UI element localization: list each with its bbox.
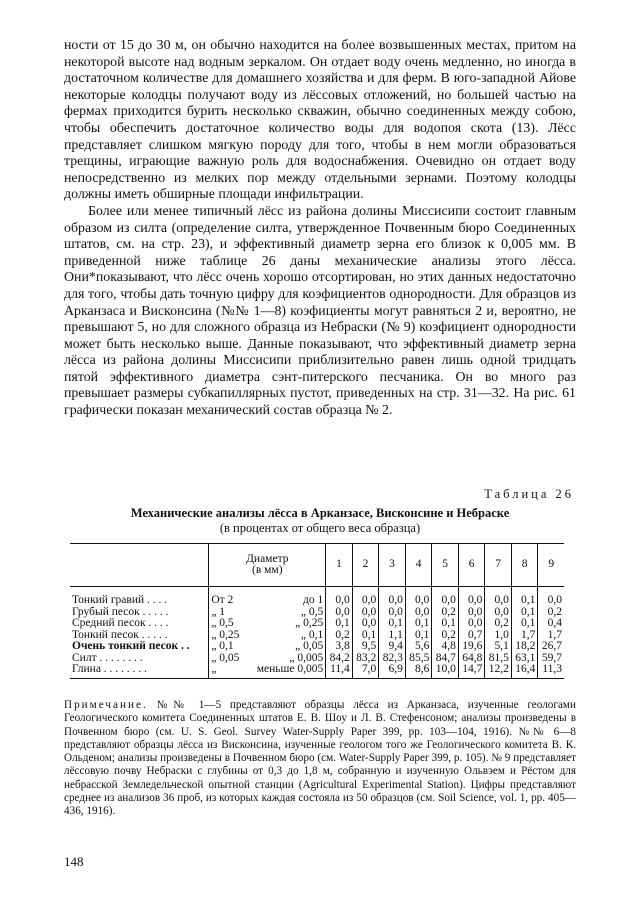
- diameter-from: „: [209, 664, 255, 678]
- header-diameter-unit: (в мм): [252, 564, 283, 576]
- percent-value: 81,5: [485, 653, 512, 665]
- diameter-to: „ 0,25: [295, 617, 324, 629]
- percent-value: 63,1: [511, 653, 538, 665]
- percent-value: 82,3: [379, 653, 406, 665]
- header-sample-number: 3: [379, 544, 406, 587]
- diameter-from: „ 1: [209, 607, 255, 619]
- percent-value: 0,1: [511, 595, 538, 607]
- percent-value: 16,4: [511, 664, 538, 678]
- header-diameter-label: Диаметр: [246, 552, 289, 565]
- percent-value: 0,0: [432, 595, 459, 607]
- diameter-to: „ 0,05: [295, 640, 324, 652]
- percent-value: 6,9: [379, 664, 406, 678]
- percent-value: 3,8: [326, 641, 353, 653]
- percent-value: 18,2: [511, 641, 538, 653]
- percent-value: 83,2: [352, 653, 379, 665]
- percent-value: 84,7: [432, 653, 459, 665]
- header-blank: [70, 544, 209, 587]
- header-diameter: [209, 544, 326, 587]
- percent-value: 0,7: [458, 630, 485, 642]
- diameter-to: до 1: [303, 594, 324, 606]
- percent-value: 0,0: [538, 595, 564, 607]
- percent-value: 9,5: [352, 641, 379, 653]
- diameter-from: „ 0,1: [209, 641, 255, 653]
- diameter-from: „ 0,5: [209, 618, 255, 630]
- percent-value: 64,8: [458, 653, 485, 665]
- fraction-name: Тонкий гравий . . . .: [72, 594, 168, 606]
- header-sample-number: 1: [326, 544, 353, 587]
- percent-value: 0,4: [538, 618, 564, 630]
- header-sample-number: 5: [432, 544, 459, 587]
- fraction-name: Очень тонкий песок . .: [72, 640, 190, 652]
- percent-value: 0,0: [352, 595, 379, 607]
- fraction-name: Глина . . . . . . . .: [70, 664, 209, 678]
- percent-value: 12,2: [485, 664, 512, 678]
- percent-value: 0,0: [379, 595, 406, 607]
- percent-value: 0,0: [485, 595, 512, 607]
- percent-value: 0,1: [511, 618, 538, 630]
- percent-value: 0,0: [458, 607, 485, 619]
- percent-value: 0,0: [326, 595, 353, 607]
- mechanical-analysis-table: [70, 543, 564, 679]
- percent-value: 0,0: [485, 607, 512, 619]
- percent-value: 84,2: [326, 653, 353, 665]
- fraction-name: Грубый песок . . . . .: [72, 605, 169, 618]
- percent-value: 7,0: [352, 664, 379, 678]
- diameter-to: „ 0,1: [300, 628, 324, 641]
- diameter-to: „ 0,005: [289, 651, 324, 664]
- table-label: Таблица 26: [484, 487, 574, 501]
- percent-value: 0,2: [326, 630, 353, 642]
- table-row: [70, 595, 564, 607]
- percent-value: 1,7: [511, 630, 538, 642]
- header-sample-number: 9: [538, 544, 564, 587]
- diameter-from: „ 0,25: [209, 630, 255, 642]
- percent-value: 0,0: [405, 607, 432, 619]
- diameter-to: „ 0,5: [300, 605, 324, 618]
- percent-value: 0,0: [458, 618, 485, 630]
- percent-value: 26,7: [538, 641, 564, 653]
- table-row: [70, 641, 564, 653]
- paragraph: Более или менее типичный лёсс из района долины Миссисипи состоит главным образом из силта (определение силта, утвержденное Почвенным бюро Соединенных штатов, см. на стр. 23), и эффективный диаметр зерна его близок к 0,005 мм. В приведенной ниже таблице 26 даны механические анализы этого лёсса. Они*показывают, что лёсс очень хорошо отсортирован, но этих данных недостаточно для того, чтобы дать точную цифру для коэфициентов однородности. Для образцов из Арканзаса и Висконсина (№№ 1—8) коэфициенты могут равняться 2 и, вероятно, не превышают 5, но для сложного образца из Небраски (№ 9) коэфициент однородности может быть несколько выше. Данные показывают, что эффективный диаметр зерна лёсса из района долины Миссисипи приблизительно равен лишь одной тридцать пятой эффективного диаметра сэнт-питерского песчаника. Он во много раз превышает размеры субкапиллярных пустот, приведенных на стр. 31—32. На рис. 61 графически показан механический состав образца № 2.: [64, 203, 576, 419]
- percent-value: 0,0: [352, 607, 379, 619]
- percent-value: 0,0: [405, 595, 432, 607]
- percent-value: 0,0: [352, 618, 379, 630]
- table-row: [70, 618, 564, 630]
- fraction-name: Силт . . . . . . . .: [72, 651, 143, 664]
- note-lead: Примечание.: [64, 699, 148, 711]
- percent-value: 10,0: [432, 664, 459, 678]
- percent-value: 5,1: [485, 641, 512, 653]
- percent-value: 4,8: [432, 641, 459, 653]
- header-sample-number: 8: [511, 544, 538, 587]
- percent-value: 0,2: [485, 618, 512, 630]
- percent-value: 0,2: [538, 607, 564, 619]
- fraction-name: Средний песок . . . .: [72, 617, 169, 629]
- percent-value: 0,1: [379, 618, 406, 630]
- table-note: [64, 699, 576, 819]
- table-caption: [64, 506, 576, 535]
- percent-value: 8,6: [405, 664, 432, 678]
- percent-value: 0,1: [432, 618, 459, 630]
- percent-value: 59,7: [538, 653, 564, 665]
- percent-value: 0,1: [511, 607, 538, 619]
- page-number: 148: [64, 854, 84, 869]
- percent-value: 11,4: [326, 664, 353, 678]
- percent-value: 0,0: [458, 595, 485, 607]
- diameter-to: меньше 0,005: [255, 664, 326, 678]
- percent-value: 0,2: [432, 607, 459, 619]
- header-sample-number: 6: [458, 544, 485, 587]
- diameter-from: От 2: [209, 595, 255, 607]
- percent-value: 0,1: [405, 630, 432, 642]
- diameter-from: „ 0,05: [209, 653, 255, 665]
- header-sample-number: 2: [352, 544, 379, 587]
- table-title: Механические анализы лёсса в Арканзасе, Висконсине и Небраске: [130, 506, 510, 520]
- percent-value: 0,0: [326, 607, 353, 619]
- header-sample-number: 4: [405, 544, 432, 587]
- note-text: №№ 1—5 представляют образцы лёсса из Арканзаса, изученные геологами Геологического комитета Соединенных штатов Е. В. Шоу и Л. В. Стефенсоном; анализы произведены в Почвенном бюро (см. U. S. Geol. Survey Water-Supply Paper 399, pp. 103—104, 1916). №№ 6—8 представляют образцы лёсса из Висконсина, изученные геологом того же Геологического комитета В. К. Ольденом; анализы произведены в Почвенном бюро (см. Water-Supply Paper 399, p. 105). № 9 представляет лёссовую почву Небраски с глубины от 0,3 до 1,8 м, собранную и изученную Ольвэем и Рёстом для небрасской Земледельческой опытной станции (Agricultural Experimental Station). Цифры представляют среднее из анализов 36 проб, из которых каждая состояла из 50 образцов (см. Soil Science, vol. 1, pp. 405—436, 1916).: [64, 699, 577, 818]
- paragraph: ности от 15 до 30 м, он обычно находится на более возвышенных местах, притом на некоторой высоте над водным зеркалом. Он отдает воду очень медленно, но иногда в достаточном количестве для домашнего хозяйства и для ферм. В юго-западной Айове некоторые колодцы получают воду из лёссовых отложений, но большей частью на фермах приходится бурить несколько скважин, обычно соединенных между собою, чтобы обеспечить достаточное количество воды для водопоя скота (13). Лёсс представляет слишком мягкую породу для того, чтобы в нем могли образоваться трещины, играющие важную роль для водоснабжения. Очевидно он отдает воду непосредственно из мелких пор между отдельными зернами. Поэтому колодцы должны иметь обширные площади инфильтрации.: [64, 38, 576, 203]
- percent-value: 0,0: [379, 607, 406, 619]
- percent-value: 85,5: [405, 653, 432, 665]
- percent-value: 0,1: [352, 630, 379, 642]
- header-sample-number: 7: [485, 544, 512, 587]
- body-text: [64, 38, 576, 420]
- percent-value: 0,1: [405, 618, 432, 630]
- table-header-row: [70, 544, 564, 587]
- percent-value: 1,7: [538, 630, 564, 642]
- percent-value: 19,6: [458, 641, 485, 653]
- table-row: [70, 664, 564, 678]
- percent-value: 0,1: [326, 618, 353, 630]
- percent-value: 14,7: [458, 664, 485, 678]
- percent-value: 0,2: [432, 630, 459, 642]
- percent-value: 1,0: [485, 630, 512, 642]
- fraction-name: Тонкий песок . . . . .: [72, 628, 168, 641]
- percent-value: 9,4: [379, 641, 406, 653]
- table-subtitle: (в процентах от общего веса образца): [219, 520, 421, 535]
- percent-value: 5,6: [405, 641, 432, 653]
- percent-value: 1,1: [379, 630, 406, 642]
- percent-value: 11,3: [538, 664, 564, 678]
